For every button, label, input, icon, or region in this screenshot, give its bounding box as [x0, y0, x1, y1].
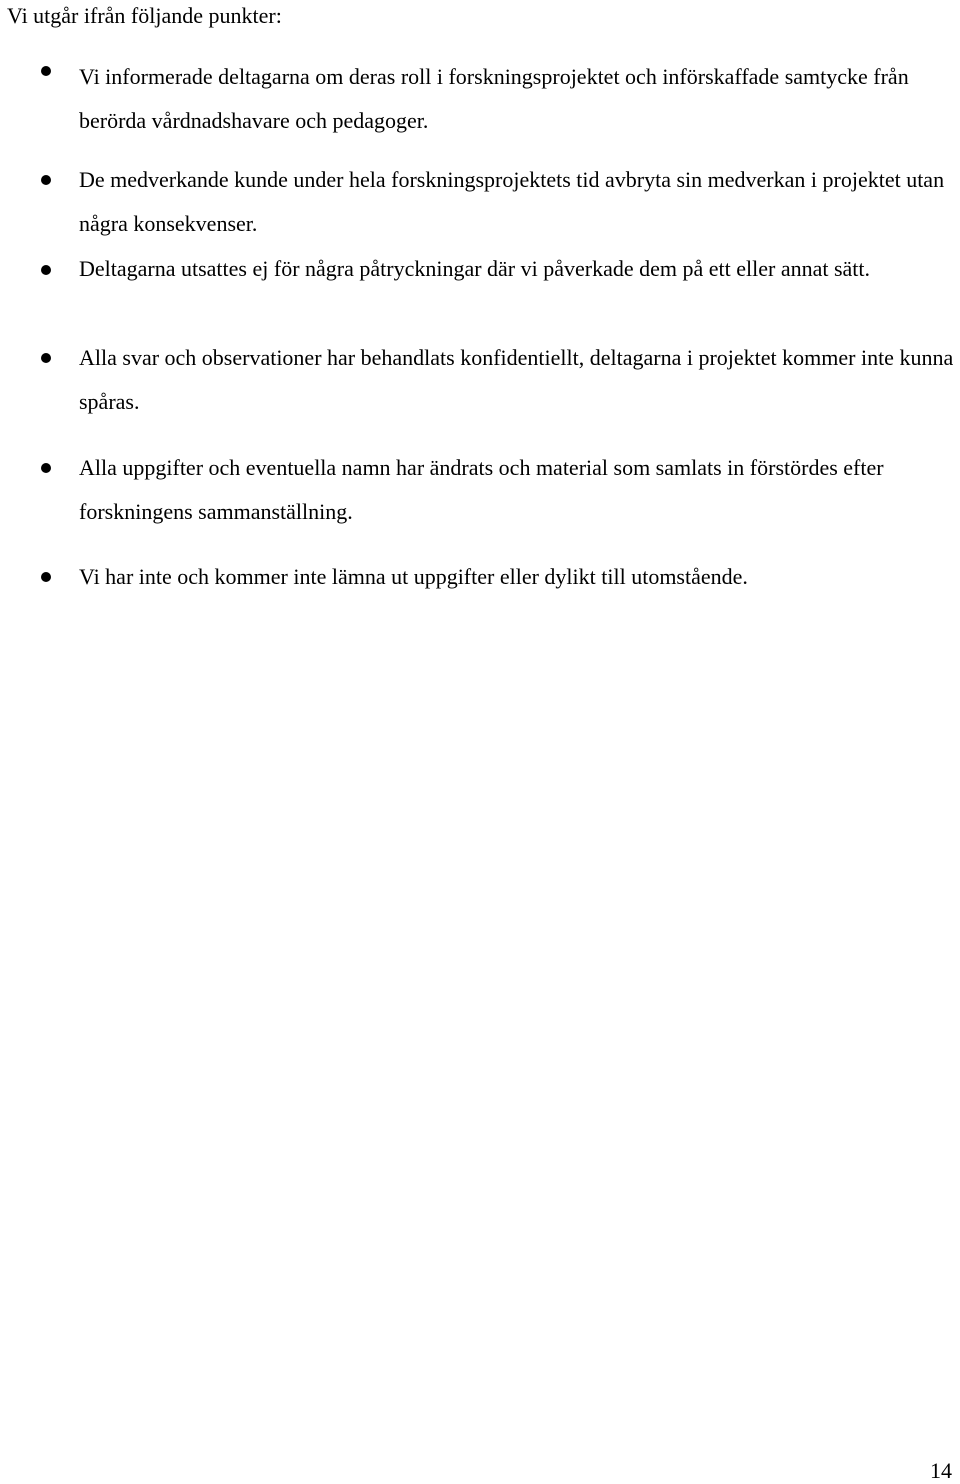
- list-item-text: Deltagarna utsattes ej för några påtryckningar där vi påverkade dem på ett eller annat sätt.: [79, 256, 871, 281]
- page-number: 14: [930, 1458, 952, 1483]
- list-item-text: Vi har inte och kommer inte lämna ut uppgifter eller dylikt till utomstående.: [79, 564, 748, 589]
- bullet-icon: [41, 353, 51, 363]
- bullet-icon: [41, 175, 51, 185]
- list-item-text: Vi informerade deltagarna om deras roll i forskningsprojektet och införskaffade samtycke från berörda vårdnadshavare och pedagoger.: [79, 64, 909, 133]
- list-item-text: Alla uppgifter och eventuella namn har ändrats och material som samlats in förstördes efter forskningens sammanställning.: [79, 455, 884, 524]
- bullet-icon: [41, 572, 51, 582]
- intro-text: Vi utgår ifrån följande punkter:: [7, 3, 282, 28]
- bullet-icon: [41, 265, 51, 275]
- list-item-text: Alla svar och observationer har behandlats konfidentiellt, deltagarna i projektet kommer inte kunna spåras.: [79, 345, 954, 414]
- bullet-icon: [41, 66, 51, 76]
- list-item-text: De medverkande kunde under hela forskningsprojektets tid avbryta sin medverkan i projektet utan några konsekvenser.: [79, 167, 945, 236]
- bullet-icon: [41, 463, 51, 473]
